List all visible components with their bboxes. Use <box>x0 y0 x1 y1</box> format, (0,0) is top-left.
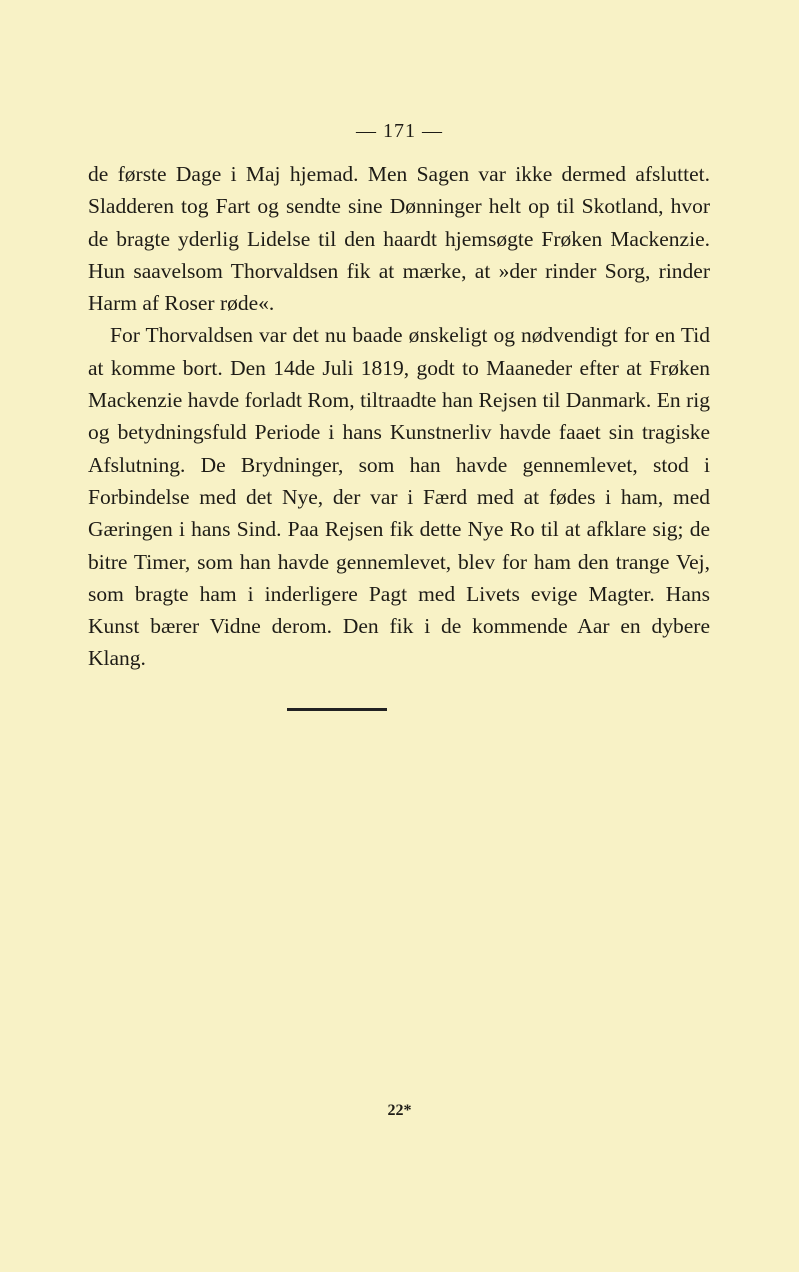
body-text <box>88 158 710 675</box>
paragraph-1: de første Dage i Maj hjemad. Men Sagen var ikke dermed afsluttet. Sladderen tog Fart og sendte sine Dønninger helt op til Skotland, hvor de bragte yderlig Lidelse til den haardt hjemsøgte Frøken Mackenzie. Hun saavelsom Thorvaldsen fik at mærke, at »der rinder Sorg, rinder Harm af Roser røde«. <box>88 162 710 316</box>
page-number: — 171 — <box>356 120 443 142</box>
section-end-rule <box>287 708 387 711</box>
paragraph-2: For Thorvaldsen var det nu baade ønskeligt og nødvendigt for en Tid at komme bort. Den 14de Juli 1819, godt to Maaneder efter at Frøken Mackenzie havde forladt Rom, tiltraadte han Rejsen til Danmark. En rig og betydningsfuld Periode i hans Kunstnerliv havde faaet sin tragiske Afslutning. De Brydninger, som han havde gennemlevet, stod i Forbindelse med det Nye, der var i Færd med at fødes i ham, med Gæringen i hans Sind. Paa Rejsen fik dette Nye Ro til at afklare sig; de bitre Timer, som han havde gennemlevet, blev for ham den trange Vej, som bragte ham i inderligere Pagt med Livets evige Magter. Hans Kunst bærer Vidne derom. Den fik i de kommende Aar en dybere Klang. <box>88 323 710 671</box>
signature-mark: 22* <box>387 1102 412 1119</box>
